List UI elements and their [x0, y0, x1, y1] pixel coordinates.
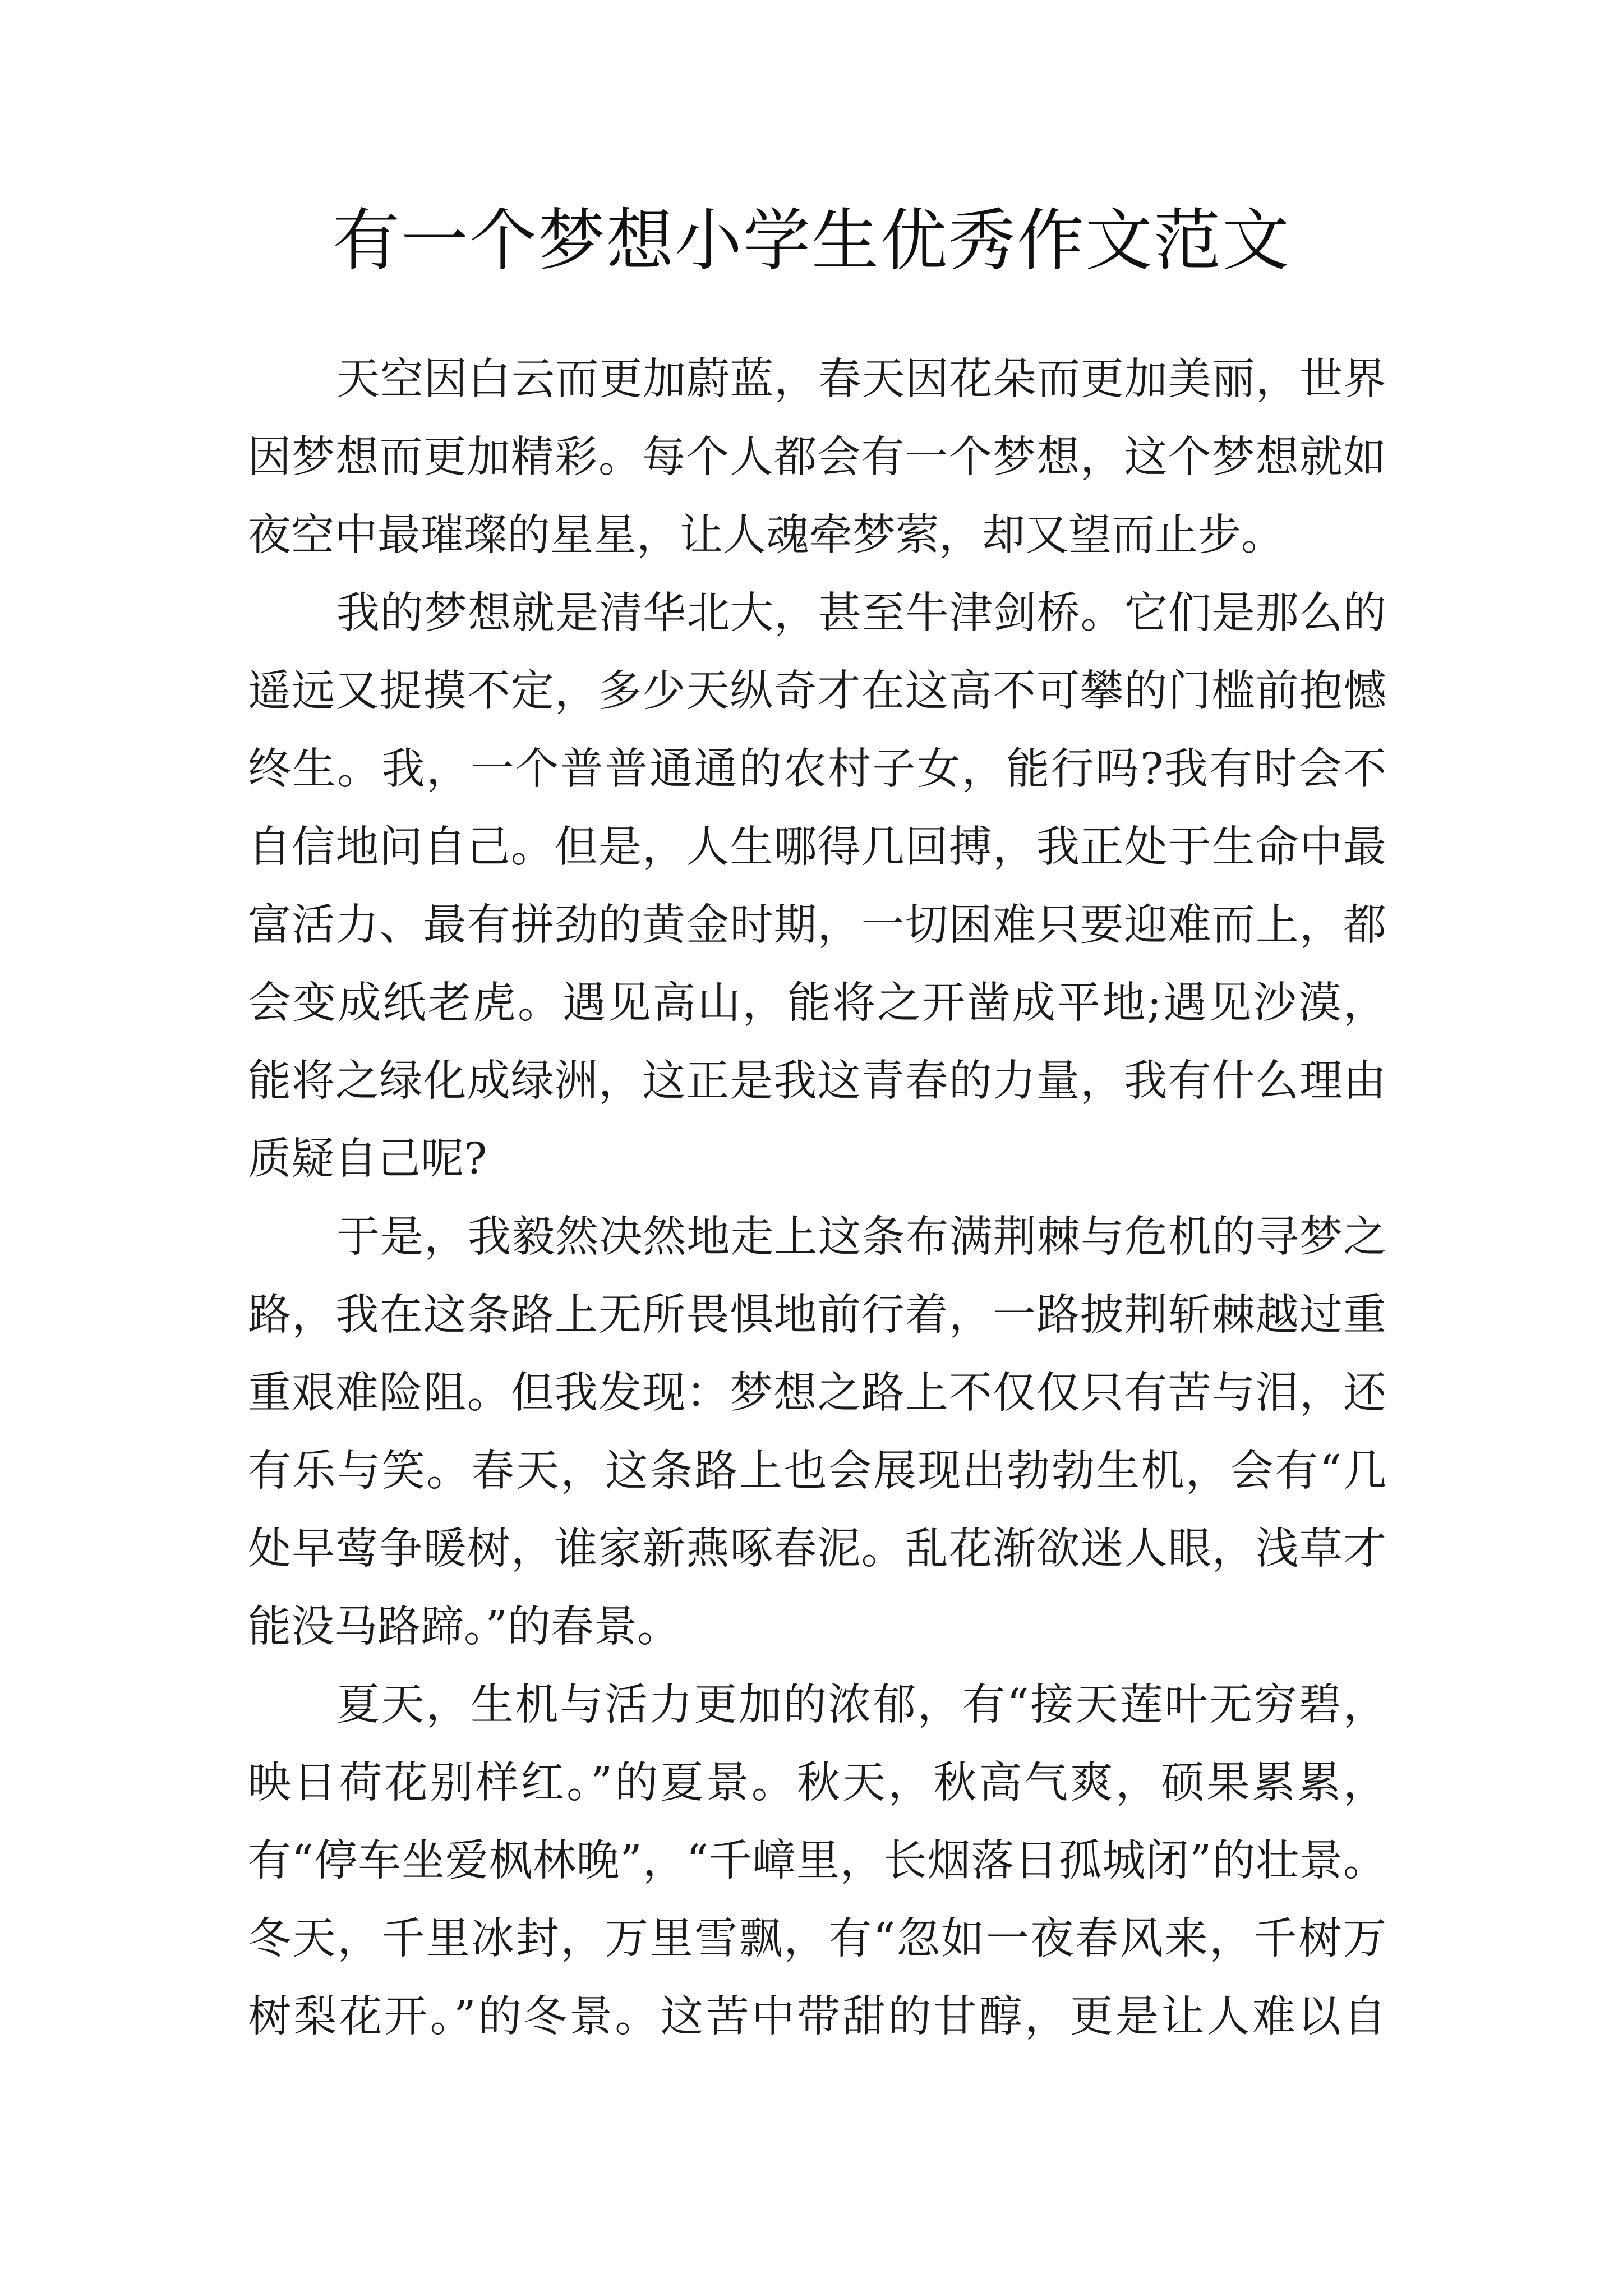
- text-line: 有“停车坐爱枫林晚”，“千嶂里，长烟落日孤城闭”的壮景。: [248, 1836, 1386, 1886]
- paragraph: [248, 574, 1386, 1198]
- text-line: 会变成纸老虎。遇见高山，能将之开凿成平地;遇见沙漠，: [248, 978, 1386, 1028]
- paragraph: [248, 341, 1386, 574]
- text-line: 有乐与笑。春天，这条路上也会展现出勃勃生机，会有“几: [248, 1446, 1386, 1496]
- text-line: 处早莺争暖树，谁家新燕啄春泥。乱花渐欲迷人眼，浅草才: [248, 1524, 1386, 1574]
- text-line: 冬天，千里冰封，万里雪飘，有“忽如一夜春风来，千树万: [248, 1914, 1386, 1964]
- text-line: 夜空中最璀璨的星星，让人魂牵梦萦，却又望而止步。: [248, 510, 1284, 560]
- paragraph: [248, 1666, 1386, 2056]
- text-line: 天空因白云而更加蔚蓝，春天因花朵而更加美丽，世界: [336, 355, 1386, 404]
- text-line: 路，我在这条路上无所畏惧地前行着，一路披荆斩棘越过重: [248, 1290, 1386, 1340]
- text-line: 遥远又捉摸不定，多少天纵奇才在这高不可攀的门槛前抱憾: [248, 666, 1386, 716]
- document-title: 有一个梦想小学生优秀作文范文: [333, 202, 1290, 280]
- text-line: 自信地问自己。但是，人生哪得几回搏，我正处于生命中最: [248, 822, 1386, 872]
- text-line: 因梦想而更加精彩。每个人都会有一个梦想，这个梦想就如: [248, 432, 1386, 482]
- text-line: 我的梦想就是清华北大，甚至牛津剑桥。它们是那么的: [336, 588, 1386, 638]
- text-line: 树梨花开。”的冬景。这苦中带甜的甘醇，更是让人难以自: [248, 1992, 1386, 2042]
- paragraph: [248, 1198, 1386, 1666]
- text-line: 终生。我，一个普普通通的农村子女，能行吗?我有时会不: [248, 744, 1386, 794]
- text-line: 质疑自己呢?: [248, 1134, 487, 1184]
- text-line: 重艰难险阻。但我发现：梦想之路上不仅仅只有苦与泪，还: [248, 1368, 1386, 1418]
- text-line: 于是，我毅然决然地走上这条布满荆棘与危机的寻梦之: [336, 1212, 1386, 1262]
- text-line: 能将之绿化成绿洲，这正是我这青春的力量，我有什么理由: [248, 1056, 1386, 1106]
- text-line: 能没马路蹄。”的春景。: [248, 1602, 680, 1652]
- text-line: 映日荷花别样红。”的夏景。秋天，秋高气爽，硕果累累，: [248, 1758, 1386, 1808]
- document-body: [248, 341, 1386, 2056]
- text-line: 富活力、最有拼劲的黄金时期，一切困难只要迎难而上，都: [248, 900, 1386, 950]
- text-line: 夏天，生机与活力更加的浓郁，有“接天莲叶无穷碧，: [336, 1680, 1386, 1730]
